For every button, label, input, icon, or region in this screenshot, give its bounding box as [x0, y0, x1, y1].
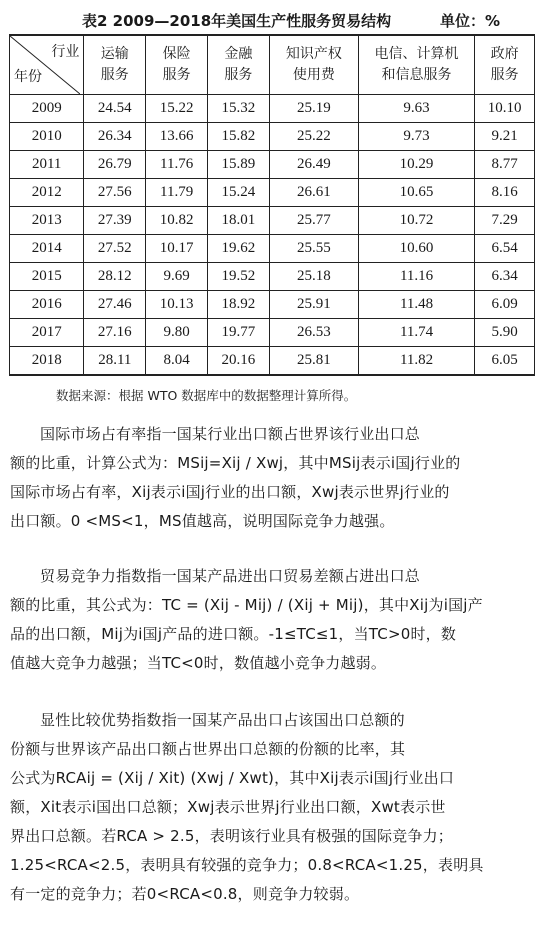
value-cell: 24.54 — [84, 95, 146, 123]
value-cell: 25.77 — [269, 207, 358, 235]
year-cell: 2010 — [10, 123, 84, 151]
value-cell: 10.60 — [358, 235, 474, 263]
value-cell: 15.32 — [208, 95, 270, 123]
text-line: 公式为RCAij = (Xij / Xit) (Xwj / Xwt)，其中Xij表示i国j行业出口 — [10, 769, 455, 787]
value-cell: 19.52 — [208, 263, 270, 291]
value-cell: 8.04 — [146, 347, 208, 376]
value-cell: 9.69 — [146, 263, 208, 291]
year-cell: 2018 — [10, 347, 84, 376]
table-row — [10, 347, 535, 376]
text-line: 出口额。0 <MS<1，MS值越高，说明国际竞争力越强。 — [10, 512, 395, 530]
col-header: 知识产权 使用费 — [269, 35, 358, 95]
value-cell: 20.16 — [208, 347, 270, 376]
text-line: 额的比重，计算公式为：MSij=Xij / Xwj，其中MSij表示i国j行业的 — [10, 454, 461, 472]
value-cell: 26.53 — [269, 319, 358, 347]
text-line: 国际市场占有率指一国某行业出口额占世界该行业出口总 — [40, 425, 421, 443]
value-cell: 18.01 — [208, 207, 270, 235]
value-cell: 25.81 — [269, 347, 358, 376]
year-cell: 2015 — [10, 263, 84, 291]
value-cell: 27.46 — [84, 291, 146, 319]
table-row — [10, 123, 535, 151]
value-cell: 25.22 — [269, 123, 358, 151]
text-line: 界出口总额。若RCA > 2.5，表明该行业具有极强的国际竞争力； — [10, 827, 453, 845]
value-cell: 25.55 — [269, 235, 358, 263]
table-body — [10, 95, 535, 376]
value-cell: 9.63 — [358, 95, 474, 123]
value-cell: 9.73 — [358, 123, 474, 151]
value-cell: 27.16 — [84, 319, 146, 347]
table-row — [10, 235, 535, 263]
col-header: 电信、计算机 和信息服务 — [358, 35, 474, 95]
value-cell: 25.18 — [269, 263, 358, 291]
value-cell: 5.90 — [475, 319, 535, 347]
table-caption — [0, 8, 544, 32]
text-line: 额的比重，其公式为：TC = (Xij - Mij) / (Xij + Mij)，其中Xij为i国j产 — [10, 596, 483, 614]
year-cell: 2016 — [10, 291, 84, 319]
col-header: 保险 服务 — [146, 35, 208, 95]
value-cell: 8.77 — [475, 151, 535, 179]
table-header-row — [10, 35, 535, 95]
table-row — [10, 95, 535, 123]
col-header: 金融 服务 — [208, 35, 270, 95]
paragraph-market-share — [10, 420, 534, 536]
value-cell: 13.66 — [146, 123, 208, 151]
value-cell: 27.39 — [84, 207, 146, 235]
value-cell: 27.52 — [84, 235, 146, 263]
value-cell: 11.48 — [358, 291, 474, 319]
data-table — [9, 34, 535, 376]
value-cell: 15.22 — [146, 95, 208, 123]
col-header: 运输 服务 — [84, 35, 146, 95]
value-cell: 6.09 — [475, 291, 535, 319]
year-cell: 2017 — [10, 319, 84, 347]
text-line: 有一定的竞争力；若0<RCA<0.8，则竞争力较弱。 — [10, 885, 360, 903]
value-cell: 26.34 — [84, 123, 146, 151]
text-line: 贸易竞争力指数指一国某产品进出口贸易差额占进出口总 — [40, 567, 421, 585]
paragraph-trade-competitiveness — [10, 562, 534, 678]
value-cell: 18.92 — [208, 291, 270, 319]
value-cell: 11.16 — [358, 263, 474, 291]
text-line: 额，Xit表示i国出口总额；Xwj表示世界j行业出口额，Xwt表示世 — [10, 798, 446, 816]
value-cell: 6.54 — [475, 235, 535, 263]
value-cell: 6.05 — [475, 347, 535, 376]
value-cell: 28.12 — [84, 263, 146, 291]
year-cell: 2014 — [10, 235, 84, 263]
value-cell: 15.24 — [208, 179, 270, 207]
value-cell: 10.29 — [358, 151, 474, 179]
text-line: 品的出口额，Mij为i国j产品的进口额。-1≤TC≤1，当TC>0时，数 — [10, 625, 457, 643]
value-cell: 11.74 — [358, 319, 474, 347]
value-cell: 19.77 — [208, 319, 270, 347]
text-line: 显性比较优势指数指一国某产品出口占该国出口总额的 — [40, 711, 405, 729]
value-cell: 26.49 — [269, 151, 358, 179]
text-line: 1.25<RCA<2.5，表明具有较强的竞争力；0.8<RCA<1.25，表明具 — [10, 856, 484, 874]
value-cell: 28.11 — [84, 347, 146, 376]
table-source-note: 数据来源：根据 WTO 数据库中的数据整理计算所得。 — [56, 388, 357, 403]
value-cell: 10.82 — [146, 207, 208, 235]
value-cell: 10.13 — [146, 291, 208, 319]
value-cell: 26.61 — [269, 179, 358, 207]
value-cell: 11.82 — [358, 347, 474, 376]
value-cell: 25.91 — [269, 291, 358, 319]
table-row — [10, 179, 535, 207]
year-cell: 2009 — [10, 95, 84, 123]
table-row — [10, 151, 535, 179]
paragraph-rca-index — [10, 706, 534, 909]
value-cell: 27.56 — [84, 179, 146, 207]
year-cell: 2011 — [10, 151, 84, 179]
text-line: 份额与世界该产品出口额占世界出口总额的份额的比率，其 — [10, 740, 406, 758]
table-title: 表2 2009—2018年美国生产性服务贸易结构 — [82, 12, 392, 30]
table-row — [10, 207, 535, 235]
value-cell: 10.17 — [146, 235, 208, 263]
value-cell: 15.89 — [208, 151, 270, 179]
value-cell: 9.80 — [146, 319, 208, 347]
col-header: 政府 服务 — [475, 35, 535, 95]
value-cell: 11.76 — [146, 151, 208, 179]
corner-cell — [10, 35, 84, 95]
value-cell: 10.72 — [358, 207, 474, 235]
table-row — [10, 263, 535, 291]
value-cell: 26.79 — [84, 151, 146, 179]
value-cell: 15.82 — [208, 123, 270, 151]
value-cell: 10.65 — [358, 179, 474, 207]
value-cell: 6.34 — [475, 263, 535, 291]
table-row — [10, 291, 535, 319]
table-unit: 单位：% — [440, 12, 501, 30]
text-line: 值越大竞争力越强；当TC<0时，数值越小竞争力越弱。 — [10, 654, 387, 672]
value-cell: 11.79 — [146, 179, 208, 207]
value-cell: 19.62 — [208, 235, 270, 263]
table-row — [10, 319, 535, 347]
value-cell: 7.29 — [475, 207, 535, 235]
text-line: 国际市场占有率，Xij表示i国j行业的出口额，Xwj表示世界j行业的 — [10, 483, 450, 501]
corner-label-year: 年份 — [14, 69, 42, 85]
corner-label-industry: 行业 — [51, 44, 80, 60]
year-cell: 2013 — [10, 207, 84, 235]
value-cell: 25.19 — [269, 95, 358, 123]
value-cell: 9.21 — [475, 123, 535, 151]
value-cell: 10.10 — [475, 95, 535, 123]
year-cell: 2012 — [10, 179, 84, 207]
value-cell: 8.16 — [475, 179, 535, 207]
